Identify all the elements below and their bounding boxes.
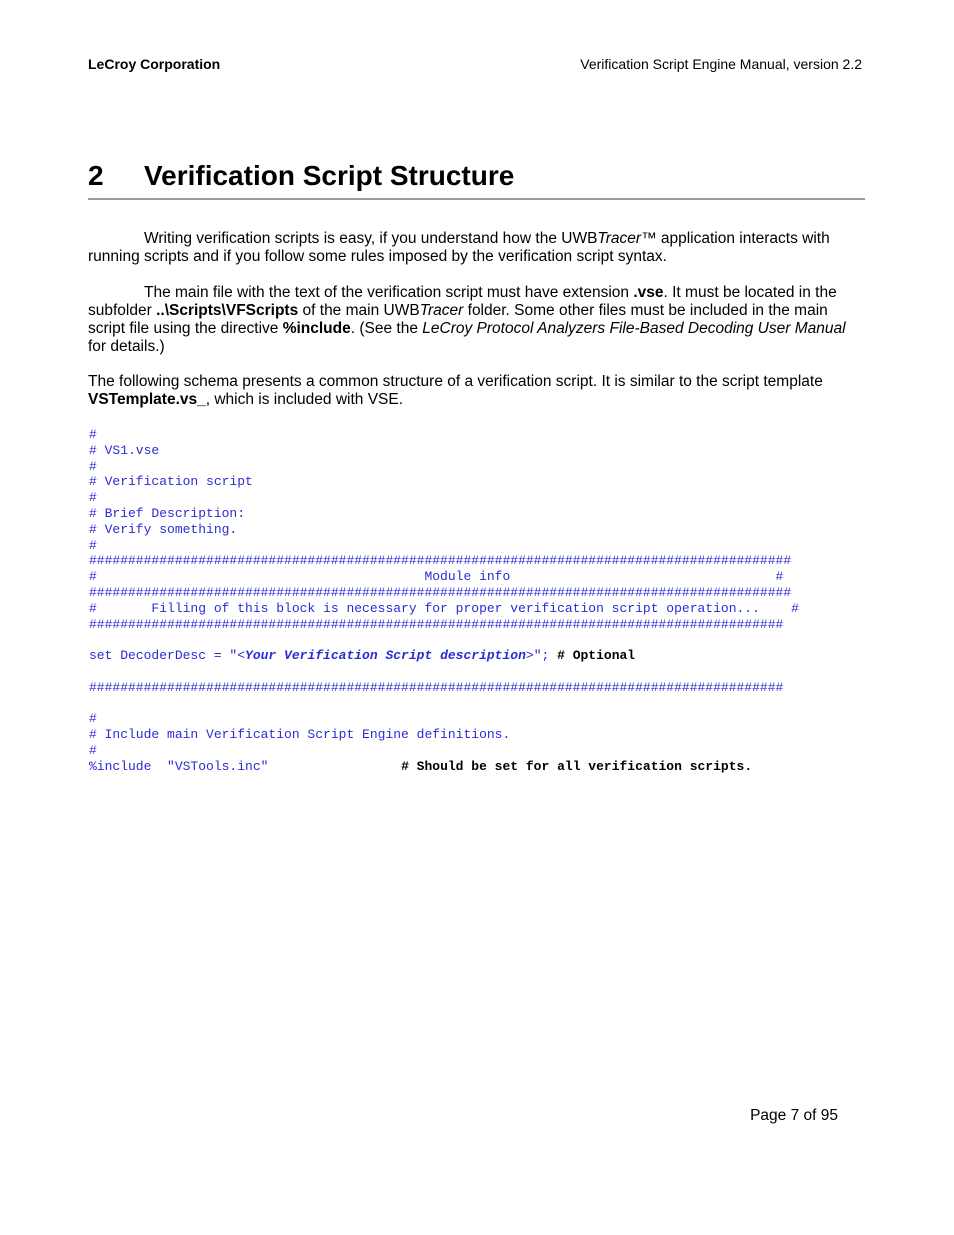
code-line-set-decoder bbox=[89, 648, 869, 664]
code-line: # Verification script bbox=[89, 474, 253, 490]
text-run: for details.) bbox=[88, 338, 165, 355]
code-token: set DecoderDesc = "< bbox=[89, 648, 246, 664]
code-line: ######################################################################################### bbox=[89, 679, 784, 695]
code-blank bbox=[89, 632, 869, 648]
text-run-bold: .vse bbox=[633, 284, 664, 301]
code-line: # bbox=[89, 537, 97, 553]
code-comment: # Optional bbox=[549, 648, 636, 664]
code-listing bbox=[89, 427, 869, 775]
text-run-italic: LeCroy Protocol Analyzers File-Based Decoding User Manual bbox=[422, 320, 846, 337]
code-line: # Filling of this block is necessary for proper verification script operation... # bbox=[89, 600, 799, 616]
paragraph-schema bbox=[88, 373, 863, 409]
code-line: ########################################################################################## bbox=[89, 553, 792, 569]
text-run: folder. Some other files must be included in the main script file using the directive bbox=[88, 302, 828, 337]
code-line: # bbox=[89, 427, 97, 442]
chapter-number: 2 bbox=[88, 160, 104, 191]
code-line-include bbox=[89, 759, 869, 775]
paragraph-intro bbox=[88, 230, 863, 266]
text-run: The main file with the text of the verification script must have extension bbox=[144, 284, 634, 301]
code-line: # Verify something. bbox=[89, 521, 238, 537]
text-run: The following schema presents a common structure of a verification script. It is similar to the script template bbox=[88, 373, 823, 390]
code-line: # bbox=[89, 490, 97, 506]
header-manual-title: Verification Script Engine Manual, version 2.2 bbox=[580, 56, 862, 72]
code-token-emphasis: Your Verification Script description bbox=[245, 648, 526, 664]
code-line: # bbox=[89, 458, 97, 474]
text-run-bold: ..\Scripts\VFScripts bbox=[156, 302, 299, 319]
page-number: Page 7 of 95 bbox=[750, 1107, 838, 1124]
code-blank bbox=[89, 696, 869, 712]
code-line: # Brief Description: bbox=[89, 505, 246, 521]
code-token: %include "VSTools.inc" bbox=[89, 758, 402, 774]
text-run: . (See the bbox=[350, 320, 423, 337]
code-line: # Include main Verification Script Engine definitions. bbox=[89, 727, 511, 743]
chapter-title: Verification Script Structure bbox=[144, 160, 515, 191]
text-run: ™ application interacts with running scripts and if you follow some rules imposed by the verification script syntax. bbox=[88, 230, 830, 265]
text-run: Writing verification scripts is easy, if you understand how the UWB bbox=[144, 230, 598, 247]
code-line: ########################################################################################## bbox=[89, 584, 792, 600]
code-blank bbox=[89, 664, 869, 680]
text-run-italic: Tracer bbox=[419, 302, 464, 319]
code-comment: # Should be set for all verification scripts. bbox=[401, 758, 753, 774]
code-token: >"; bbox=[525, 648, 550, 664]
text-run-bold: %include bbox=[282, 320, 351, 337]
text-run-italic: Tracer bbox=[597, 230, 642, 247]
code-line: # Module info # bbox=[89, 569, 784, 585]
paragraph-main-file bbox=[88, 284, 863, 356]
text-run: , which is included with VSE. bbox=[205, 391, 404, 408]
text-run-bold: VSTemplate.vs_ bbox=[88, 391, 206, 408]
code-line: # VS1.vse bbox=[89, 442, 160, 458]
header-company: LeCroy Corporation bbox=[88, 56, 221, 72]
code-line: ######################################################################################### bbox=[89, 616, 784, 632]
code-line: # bbox=[89, 711, 97, 727]
text-run: of the main UWB bbox=[298, 302, 420, 319]
chapter-heading bbox=[88, 160, 865, 200]
text-run: . It must be located in the subfolder bbox=[88, 284, 837, 319]
code-line: # bbox=[89, 742, 97, 758]
